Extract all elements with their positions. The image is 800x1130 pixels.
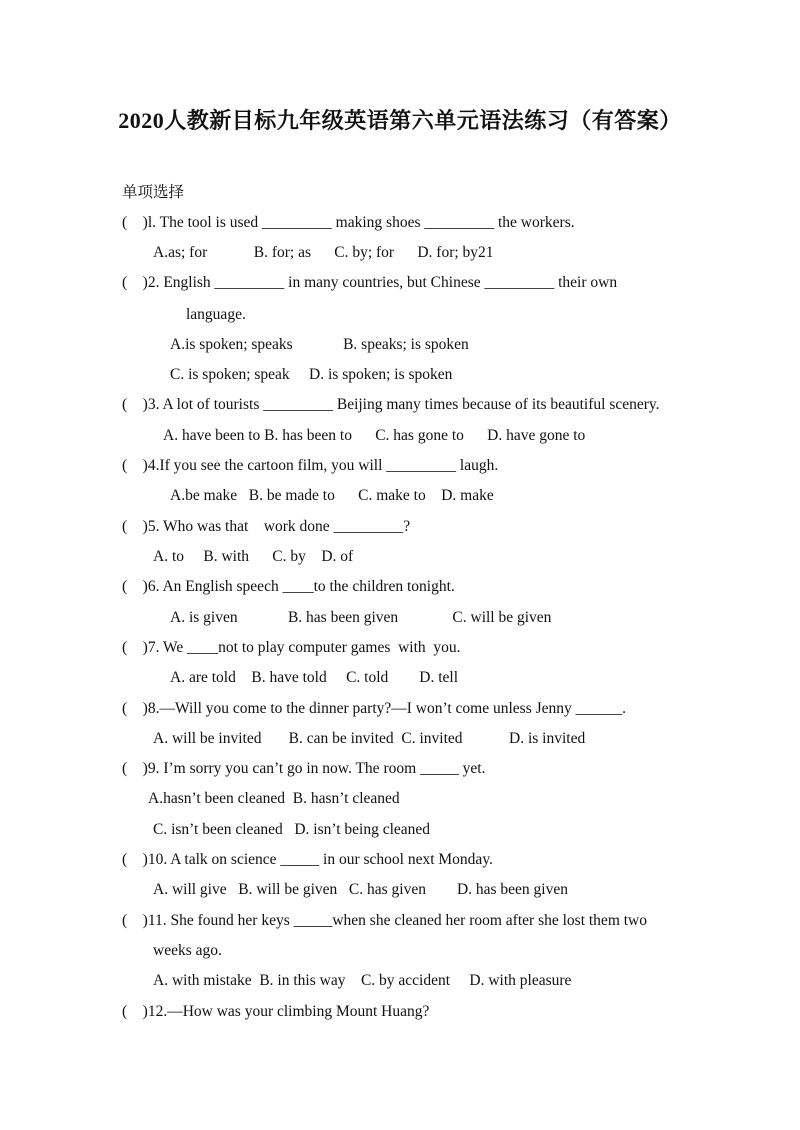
options-5: A. to B. with C. by D. of: [153, 548, 354, 565]
options-9b: C. isn’t been cleaned D. isn’t being cleaned: [153, 821, 431, 838]
question-2-continued: language.: [186, 306, 246, 323]
options-11: A. with mistake B. in this way C. by accident D. with pleasure: [153, 972, 572, 989]
page-title: 2020人教新目标九年级英语第六单元语法练习（有答案）: [118, 108, 682, 133]
options-6: A. is given B. has been given C. will be given: [170, 609, 552, 626]
options-1: A.as; for B. for; as C. by; for D. for; by21: [153, 244, 494, 261]
question-5: ( )5. Who was that work done _________?: [122, 518, 411, 535]
question-4: ( )4.If you see the cartoon film, you will _________ laugh.: [122, 457, 499, 474]
options-8: A. will be invited B. can be invited C. invited D. is invited: [153, 730, 586, 747]
question-12: ( )12.—How was your climbing Mount Huang?: [122, 1003, 430, 1020]
options-4: A.be make B. be made to C. make to D. make: [170, 487, 494, 504]
section-heading: 单项选择: [122, 184, 185, 201]
question-9: ( )9. I’m sorry you can’t go in now. The room _____ yet.: [122, 760, 486, 777]
question-3: ( )3. A lot of tourists _________ Beijing many times because of its beautiful scenery.: [122, 396, 660, 413]
options-9a: A.hasn’t been cleaned B. hasn’t cleaned: [148, 790, 400, 807]
question-6: ( )6. An English speech ____to the children tonight.: [122, 578, 455, 595]
options-10: A. will give B. will be given C. has given D. has been given: [153, 881, 568, 898]
options-7: A. are told B. have told C. told D. tell: [170, 669, 459, 686]
question-11: ( )11. She found her keys _____when she cleaned her room after she lost them two: [122, 912, 647, 929]
question-8: ( )8.—Will you come to the dinner party?—I won’t come unless Jenny ______.: [122, 700, 627, 717]
options-2a: A.is spoken; speaks B. speaks; is spoken: [170, 336, 469, 353]
question-1: ( )l. The tool is used _________ making shoes _________ the workers.: [122, 214, 575, 231]
question-7: ( )7. We ____not to play computer games with you.: [122, 639, 461, 656]
options-2b: C. is spoken; speak D. is spoken; is spoken: [170, 366, 453, 383]
question-2: ( )2. English _________ in many countries, but Chinese _________ their own: [122, 274, 618, 291]
question-10: ( )10. A talk on science _____ in our school next Monday.: [122, 851, 493, 868]
options-3: A. have been to B. has been to C. has gone to D. have gone to: [163, 427, 586, 444]
question-11-continued: weeks ago.: [153, 942, 222, 959]
